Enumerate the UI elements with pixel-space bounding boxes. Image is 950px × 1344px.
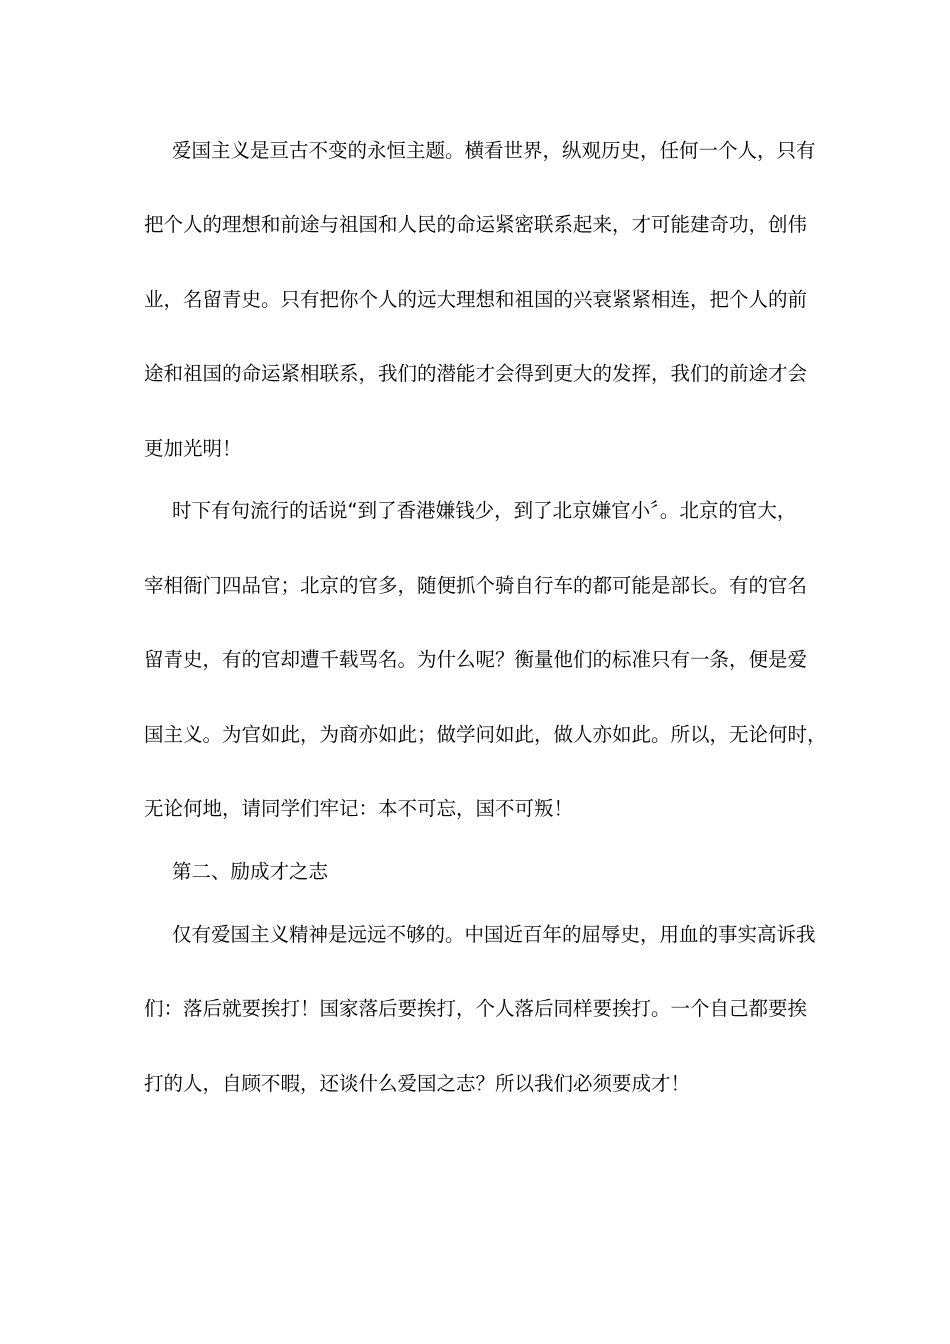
paragraph-2-line-4: 国主义。为官如此，为商亦如此；做学问如此，做人亦如此。所以，无论何时， (144, 723, 827, 746)
paragraph-3-line-3: 打的人，自顾不暇，还谈什么爱国之志？所以我们必须要成才！ (144, 1072, 691, 1095)
paragraph-1-line-2: 把个人的理想和前途与祖国和人民的命运紧密联系起来，才可能建奇功，创伟 (144, 213, 808, 236)
paragraph-2-line-5: 无论何地，请同学们牢记：本不可忘，国不可叛！ (144, 797, 574, 820)
paragraph-2-line-1: 时下有句流行的话说“到了香港嫌钱少，到了北京嫌官小〞。北京的官大， (172, 499, 797, 522)
paragraph-2-line-2: 宰相衙门四品官；北京的官多，随便抓个骑自行车的都可能是部长。有的官名 (144, 574, 808, 597)
paragraph-3-line-2: 们：落后就要挨打！国家落后要挨打，个人落后同样要挨打。一个自己都要挨 (144, 997, 808, 1020)
paragraph-3-line-1: 仅有爱国主义精神是远远不够的。中国近百年的屈辱史，用血的事实高诉我 (172, 923, 816, 946)
paragraph-1-line-5: 更加光明！ (144, 437, 242, 460)
paragraph-2-line-3: 留青史，有的官却遭千载骂名。为什么呢？衡量他们的标准只有一条，便是爱 (144, 648, 808, 671)
paragraph-1-line-3: 业，名留青史。只有把你个人的远大理想和祖国的兴衰紧紧相连，把个人的前 (144, 288, 808, 311)
paragraph-1-line-1: 爱国主义是亘古不变的永恒主题。横看世界，纵观历史，任何一个人，只有 (172, 139, 816, 162)
paragraph-1-line-4: 途和祖国的命运紧相联系，我们的潜能才会得到更大的发挥，我们的前途才会 (144, 362, 808, 385)
section-heading: 第二、励成才之志 (172, 860, 329, 883)
